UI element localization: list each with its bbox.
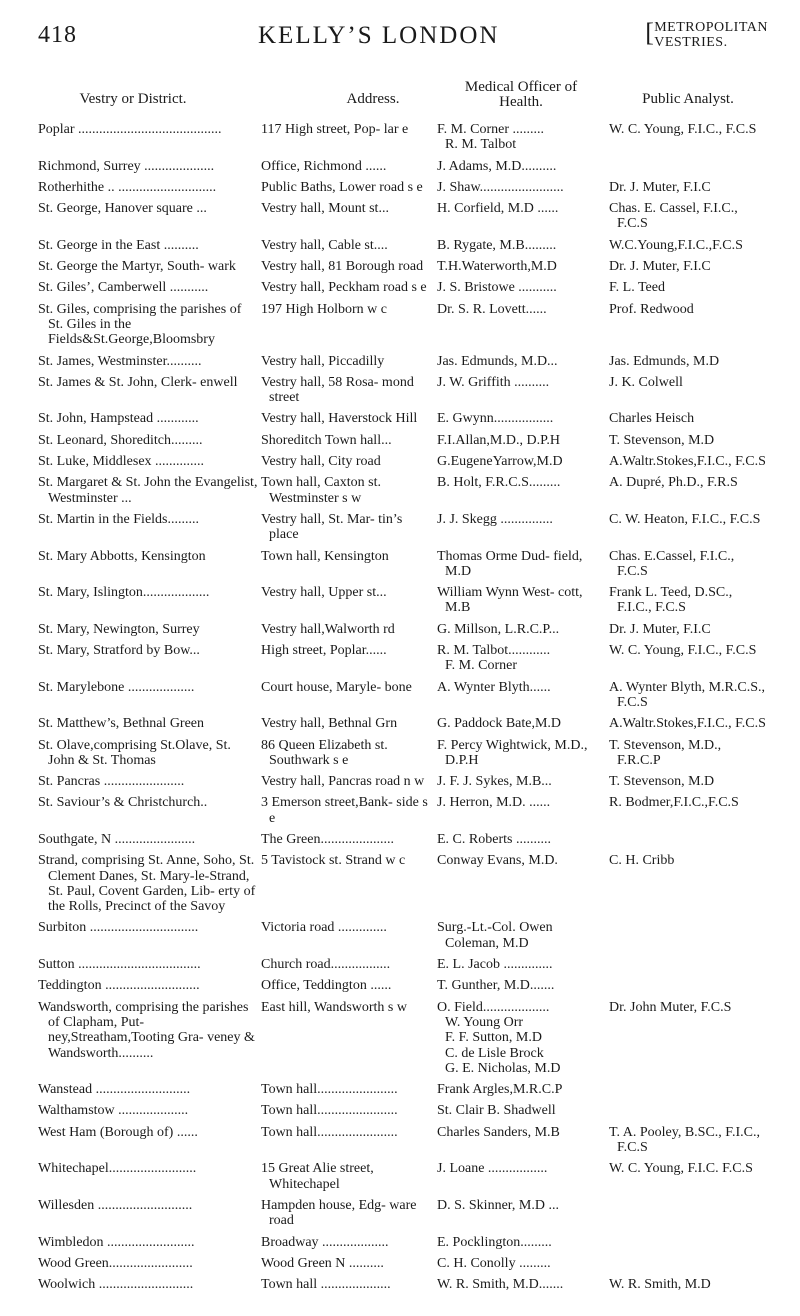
medical-officer-cell: B. Holt, F.R.C.S......... bbox=[437, 475, 561, 491]
medical-officer-cell: William Wynn West- cott, M.B bbox=[437, 585, 583, 616]
public-analyst-cell: Chas. E.Cassel, F.I.C., F.C.S bbox=[609, 548, 735, 579]
medical-officer-cell: E. Gwynn................. bbox=[437, 411, 554, 427]
district-cell: Wandsworth, comprising the parishes of Clapham, Put- ney,Streatham,Tooting Gra- veney & Wandsworth.......... bbox=[38, 999, 255, 1061]
medical-officer-cell: Dr. S. R. Lovett...... bbox=[437, 301, 547, 317]
public-analyst-cell: T. A. Pooley, B.SC., F.I.C., F.C.S bbox=[609, 1124, 760, 1156]
address-cell: Town hall....................... bbox=[261, 1124, 398, 1140]
medical-officer-cell: D. S. Skinner, M.D ... bbox=[437, 1197, 559, 1213]
address-cell: Vestry hall, 81 Borough road bbox=[261, 259, 424, 275]
medical-officer-cell: H. Corfield, M.D ...... bbox=[437, 201, 559, 217]
public-analyst-cell: Dr. John Muter, F.C.S bbox=[609, 999, 732, 1015]
public-analyst-cell: Chas. E. Cassel, F.I.C., F.C.S bbox=[609, 201, 738, 232]
medical-officer-cell: R. M. Talbot............ F. M. Corner bbox=[437, 643, 551, 674]
address-cell: Town hall, Kensington bbox=[261, 548, 389, 564]
district-cell: St. Saviour’s & Christchurch.. bbox=[38, 795, 208, 811]
section-label: [ METROPOLITAN VESTRIES. bbox=[645, 18, 768, 50]
medical-officer-cell: G. Millson, L.R.C.P... bbox=[437, 621, 560, 637]
district-cell: St. Marylebone ................... bbox=[38, 679, 195, 695]
address-cell: Victoria road .............. bbox=[261, 920, 387, 936]
district-cell: St. Pancras ....................... bbox=[38, 774, 185, 790]
district-cell: St. Mary, Newington, Surrey bbox=[38, 621, 200, 637]
table-row bbox=[38, 354, 768, 369]
district-cell: St. Mary, Stratford by Bow... bbox=[38, 643, 200, 659]
table-row bbox=[38, 1082, 768, 1097]
address-cell: 15 Great Alie street, Whitechapel bbox=[261, 1161, 374, 1192]
column-header-address: Address. bbox=[346, 91, 400, 107]
address-cell: Vestry hall, Peckham road s e bbox=[261, 280, 427, 296]
table-row bbox=[38, 549, 768, 580]
table-row bbox=[38, 774, 768, 789]
public-analyst-cell: A.Waltr.Stokes,F.I.C., F.C.S bbox=[609, 716, 766, 732]
table-row bbox=[38, 920, 768, 951]
column-header-district: Vestry or District. bbox=[79, 91, 187, 107]
district-cell: Wanstead ........................... bbox=[38, 1082, 191, 1098]
public-analyst-cell bbox=[609, 978, 768, 993]
district-cell: Sutton ................................... bbox=[38, 957, 201, 973]
address-cell: Vestry hall, Upper st... bbox=[261, 585, 387, 601]
medical-officer-cell: W. R. Smith, M.D....... bbox=[437, 1277, 564, 1293]
public-analyst-cell bbox=[609, 1256, 768, 1271]
district-cell: Wimbledon ......................... bbox=[38, 1234, 195, 1250]
address-cell: Vestry hall, St. Mar- tin’s place bbox=[261, 511, 403, 543]
medical-officer-cell: J. S. Bristowe ........... bbox=[437, 280, 557, 296]
public-analyst-cell: W. C. Young, F.I.C., F.C.S bbox=[609, 122, 757, 137]
medical-officer-cell: E. C. Roberts .......... bbox=[437, 831, 551, 847]
public-analyst-cell: Prof. Redwood bbox=[609, 301, 694, 317]
address-cell: 3 Emerson street,Bank- side s e bbox=[261, 795, 428, 826]
district-cell: Walthamstow .................... bbox=[38, 1103, 189, 1119]
medical-officer-cell: J. W. Griffith .......... bbox=[437, 374, 550, 390]
table-row bbox=[38, 1000, 768, 1076]
table-row bbox=[38, 622, 768, 637]
district-cell: St. Olave,comprising St.Olave, St. John & St. Thomas bbox=[38, 737, 231, 768]
table-row bbox=[38, 1125, 768, 1156]
public-analyst-cell: T. Stevenson, M.D bbox=[609, 774, 715, 790]
public-analyst-cell: Dr. J. Muter, F.I.C bbox=[609, 259, 711, 275]
district-cell: St. Leonard, Shoreditch......... bbox=[38, 432, 203, 448]
public-analyst-cell bbox=[609, 920, 768, 951]
address-cell: Town hall .................... bbox=[261, 1277, 391, 1293]
public-analyst-cell: Dr. J. Muter, F.I.C bbox=[609, 621, 711, 637]
public-analyst-cell: C. W. Heaton, F.I.C., F.C.S bbox=[609, 511, 761, 527]
public-analyst-cell bbox=[609, 1235, 768, 1250]
page-header bbox=[38, 18, 768, 62]
column-header-public-analyst: Public Analyst. bbox=[642, 91, 734, 107]
address-cell: Vestry hall, City road bbox=[261, 454, 381, 470]
medical-officer-cell: O. Field................... W. Young Orr F. F. Sutton, M.D C. de Lisle Brock G. E. Nicholas, M.D bbox=[437, 999, 561, 1076]
district-cell: Wood Green........................ bbox=[38, 1255, 193, 1271]
district-cell: Willesden ........................... bbox=[38, 1197, 193, 1213]
table-row bbox=[38, 1198, 768, 1229]
public-analyst-cell: Charles Heisch bbox=[609, 411, 695, 427]
table-row bbox=[38, 585, 768, 616]
medical-officer-cell: B. Rygate, M.B......... bbox=[437, 237, 557, 253]
district-cell: St. George the Martyr, South- wark bbox=[38, 259, 236, 275]
table-row bbox=[38, 1277, 768, 1292]
address-cell: 5 Tavistock st. Strand w c bbox=[261, 853, 406, 869]
medical-officer-cell: F. Percy Wightwick, M.D., D.P.H bbox=[437, 737, 588, 768]
address-cell: The Green..................... bbox=[261, 831, 394, 847]
table-row bbox=[38, 512, 768, 543]
medical-officer-cell: J. Loane ................. bbox=[437, 1161, 548, 1177]
public-analyst-cell: R. Bodmer,F.I.C.,F.C.S bbox=[609, 795, 739, 811]
medical-officer-cell: J. Shaw........................ bbox=[437, 179, 564, 195]
table-row bbox=[38, 122, 768, 153]
medical-officer-cell: Thomas Orme Dud- field, M.D bbox=[437, 548, 583, 579]
district-cell: St. Matthew’s, Bethnal Green bbox=[38, 716, 205, 732]
medical-officer-cell: E. Pocklington......... bbox=[437, 1234, 552, 1250]
district-cell: Southgate, N ....................... bbox=[38, 831, 196, 847]
table-row bbox=[38, 180, 768, 195]
table-row bbox=[38, 716, 768, 731]
district-cell: St. Margaret & St. John the Evangelist, Westminster ... bbox=[38, 475, 258, 506]
medical-officer-cell: A. Wynter Blyth...... bbox=[437, 679, 551, 695]
address-cell: Vestry hall,Walworth rd bbox=[261, 621, 395, 637]
table-row bbox=[38, 738, 768, 769]
address-cell: Public Baths, Lower road s e bbox=[261, 179, 423, 195]
medical-officer-cell: F. M. Corner ......... R. M. Talbot bbox=[437, 122, 544, 153]
district-cell: St. George in the East .......... bbox=[38, 237, 199, 253]
district-cell: St. Luke, Middlesex .............. bbox=[38, 454, 205, 470]
table-row bbox=[38, 375, 768, 406]
address-cell: 197 High Holborn w c bbox=[261, 301, 387, 317]
table-row bbox=[38, 795, 768, 826]
table-row bbox=[38, 1103, 768, 1118]
medical-officer-cell: E. L. Jacob .............. bbox=[437, 957, 553, 973]
public-analyst-cell: W. C. Young, F.I.C., F.C.S bbox=[609, 643, 757, 659]
table-row bbox=[38, 259, 768, 274]
public-analyst-cell: A.Waltr.Stokes,F.I.C., F.C.S bbox=[609, 454, 766, 470]
public-analyst-cell: Frank L. Teed, D.SC., F.I.C., F.C.S bbox=[609, 585, 733, 616]
address-cell: Vestry hall, 58 Rosa- mond street bbox=[261, 374, 414, 406]
district-cell: St. John, Hampstead ............ bbox=[38, 411, 199, 427]
address-cell: Vestry hall, Bethnal Grn bbox=[261, 716, 398, 732]
address-cell: 117 High street, Pop- lar e bbox=[261, 122, 409, 137]
district-cell: Whitechapel......................... bbox=[38, 1161, 197, 1177]
district-cell: West Ham (Borough of) ...... bbox=[38, 1124, 198, 1140]
district-cell: Teddington ........................... bbox=[38, 978, 200, 994]
table-row bbox=[38, 643, 768, 674]
district-cell: St. James & St. John, Clerk- enwell bbox=[38, 374, 238, 390]
district-cell: Surbiton ............................... bbox=[38, 920, 199, 936]
address-cell: Office, Richmond ...... bbox=[261, 158, 387, 174]
address-cell: Vestry hall, Cable st.... bbox=[261, 237, 388, 253]
public-analyst-cell bbox=[609, 832, 768, 847]
public-analyst-cell: W. R. Smith, M.D bbox=[609, 1277, 711, 1293]
table-row bbox=[38, 159, 768, 174]
table-row bbox=[38, 680, 768, 711]
table-row bbox=[38, 238, 768, 253]
medical-officer-cell: J. J. Skegg ............... bbox=[437, 511, 553, 527]
district-cell: Richmond, Surrey .................... bbox=[38, 158, 215, 174]
public-analyst-cell bbox=[609, 1103, 768, 1118]
table-row bbox=[38, 411, 768, 426]
district-cell: St. Giles, comprising the parishes of St. Giles in the Fields&St.George,Bloomsbry bbox=[38, 301, 242, 348]
public-analyst-cell bbox=[609, 957, 768, 972]
address-cell: Hampden house, Edg- ware road bbox=[261, 1197, 417, 1229]
address-cell: Vestry hall, Haverstock Hill bbox=[261, 411, 418, 427]
table-row bbox=[38, 832, 768, 847]
district-cell: St. Mary, Islington................... bbox=[38, 585, 210, 601]
address-cell: Vestry hall, Pancras road n w bbox=[261, 774, 425, 790]
address-cell: 86 Queen Elizabeth st. Southwark s e bbox=[261, 737, 388, 768]
public-analyst-cell: T. Stevenson, M.D., F.R.C.P bbox=[609, 737, 722, 768]
table-row bbox=[38, 201, 768, 232]
table-row bbox=[38, 280, 768, 295]
public-analyst-cell bbox=[609, 159, 768, 174]
table-row bbox=[38, 302, 768, 348]
vestry-table bbox=[38, 122, 768, 1292]
district-cell: Woolwich ........................... bbox=[38, 1277, 194, 1293]
column-headers bbox=[38, 80, 768, 122]
medical-officer-cell: J. F. J. Sykes, M.B... bbox=[437, 774, 552, 790]
medical-officer-cell: C. H. Conolly ......... bbox=[437, 1255, 551, 1271]
address-cell: Office, Teddington ...... bbox=[261, 978, 392, 994]
address-cell: Church road................. bbox=[261, 957, 391, 973]
page-number: 418 bbox=[38, 22, 77, 48]
medical-officer-cell: Conway Evans, M.D. bbox=[437, 853, 558, 869]
address-cell: Town hall, Caxton st. Westminster s w bbox=[261, 475, 381, 506]
medical-officer-cell: J. Adams, M.D.......... bbox=[437, 158, 557, 174]
medical-officer-cell: F.I.Allan,M.D., D.P.H bbox=[437, 432, 560, 448]
medical-officer-cell: Surg.-Lt.-Col. Owen Coleman, M.D bbox=[437, 920, 553, 951]
running-title: KELLY’S LONDON bbox=[258, 22, 500, 49]
public-analyst-cell: F. L. Teed bbox=[609, 280, 665, 296]
medical-officer-cell: G.EugeneYarrow,M.D bbox=[437, 454, 563, 470]
column-header-medical-officer: Medical Officer of Health. bbox=[464, 79, 578, 110]
district-cell: Rotherhithe .. ............................ bbox=[38, 179, 217, 195]
table-row bbox=[38, 475, 768, 506]
table-row bbox=[38, 853, 768, 914]
public-analyst-cell bbox=[609, 1198, 768, 1229]
address-cell: Town hall....................... bbox=[261, 1082, 398, 1098]
district-cell: St. Mary Abbotts, Kensington bbox=[38, 548, 206, 564]
medical-officer-cell: T. Gunther, M.D....... bbox=[437, 978, 555, 994]
address-cell: High street, Poplar...... bbox=[261, 643, 387, 659]
table-row bbox=[38, 454, 768, 469]
address-cell: Vestry hall, Piccadilly bbox=[261, 353, 385, 369]
medical-officer-cell: T.H.Waterworth,M.D bbox=[437, 259, 557, 275]
public-analyst-cell bbox=[609, 1082, 768, 1097]
table-row bbox=[38, 1256, 768, 1271]
address-cell: Vestry hall, Mount st... bbox=[261, 201, 389, 217]
table-row bbox=[38, 1235, 768, 1250]
public-analyst-cell: A. Wynter Blyth, M.R.C.S., F.C.S bbox=[609, 679, 766, 710]
table-row bbox=[38, 433, 768, 448]
medical-officer-cell: Charles Sanders, M.B bbox=[437, 1124, 560, 1140]
public-analyst-cell: A. Dupré, Ph.D., F.R.S bbox=[609, 475, 738, 491]
section-label-text: METROPOLITAN VESTRIES. bbox=[654, 20, 768, 50]
public-analyst-cell: T. Stevenson, M.D bbox=[609, 432, 715, 448]
address-cell: Broadway ................... bbox=[261, 1234, 389, 1250]
public-analyst-cell: Jas. Edmunds, M.D bbox=[609, 353, 720, 369]
medical-officer-cell: Frank Argles,M.R.C.P bbox=[437, 1082, 563, 1098]
address-cell: Wood Green N .......... bbox=[261, 1255, 384, 1271]
address-cell: Town hall....................... bbox=[261, 1103, 398, 1119]
medical-officer-cell: J. Herron, M.D. ...... bbox=[437, 795, 551, 811]
address-cell: Court house, Maryle- bone bbox=[261, 679, 412, 695]
table-row bbox=[38, 978, 768, 993]
medical-officer-cell: Jas. Edmunds, M.D... bbox=[437, 353, 558, 369]
district-cell: St. George, Hanover square ... bbox=[38, 201, 207, 217]
public-analyst-cell: Dr. J. Muter, F.I.C bbox=[609, 179, 711, 195]
district-cell: St. James, Westminster.......... bbox=[38, 353, 202, 369]
district-cell: St. Martin in the Fields......... bbox=[38, 511, 199, 527]
table-row bbox=[38, 957, 768, 972]
medical-officer-cell: St. Clair B. Shadwell bbox=[437, 1103, 556, 1119]
public-analyst-cell: C. H. Cribb bbox=[609, 853, 675, 869]
document-page bbox=[38, 18, 768, 1293]
public-analyst-cell: W.C.Young,F.I.C.,F.C.S bbox=[609, 237, 743, 253]
public-analyst-cell: W. C. Young, F.I.C. F.C.S bbox=[609, 1161, 753, 1177]
district-cell: Poplar ......................................... bbox=[38, 122, 222, 137]
address-cell: East hill, Wandsworth s w bbox=[261, 999, 407, 1015]
public-analyst-cell: J. K. Colwell bbox=[609, 374, 683, 390]
district-cell: Strand, comprising St. Anne, Soho, St. Clement Danes, St. Mary-le-Strand, St. Paul, Covent Garden, Lib- erty of the Rolls, Precinct of the Savoy bbox=[38, 853, 256, 915]
medical-officer-cell: G. Paddock Bate,M.D bbox=[437, 716, 562, 732]
address-cell: Shoreditch Town hall... bbox=[261, 432, 392, 448]
table-row bbox=[38, 1161, 768, 1192]
district-cell: St. Giles’, Camberwell ........... bbox=[38, 280, 209, 296]
